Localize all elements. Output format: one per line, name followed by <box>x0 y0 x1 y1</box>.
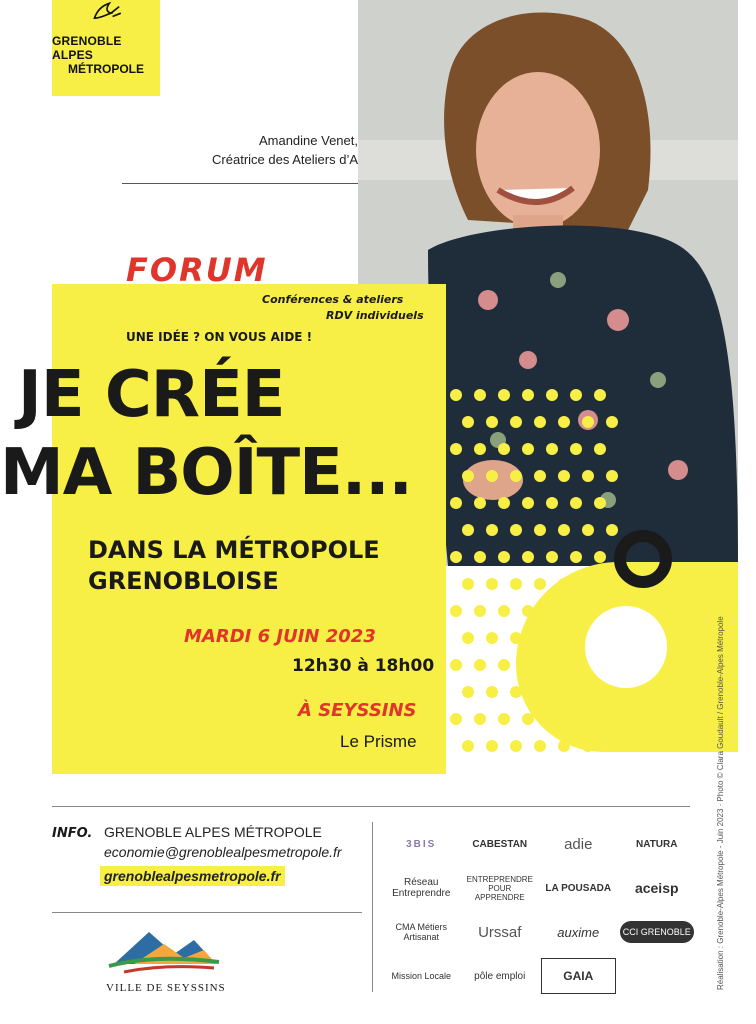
pattern-dot <box>462 470 474 482</box>
pattern-dot <box>462 524 474 536</box>
pattern-dot <box>450 497 462 509</box>
pattern-dot <box>450 551 462 563</box>
partner-logo: ENTREPRENDRE POUR APPRENDRE <box>466 874 533 902</box>
partner-logo: Réseau Entreprendre <box>392 877 451 899</box>
info-label: INFO. <box>52 826 93 841</box>
forum-subline2: RDV individuels <box>326 309 424 322</box>
pattern-dot <box>486 470 498 482</box>
pattern-dot <box>522 443 534 455</box>
pattern-dot <box>570 551 582 563</box>
pattern-dot <box>450 389 462 401</box>
partner-logo: NATURA <box>636 838 678 850</box>
pattern-dot <box>474 713 486 725</box>
info-website-link[interactable]: grenoblealpesmetropole.fr <box>100 866 285 886</box>
pattern-dot <box>486 686 498 698</box>
pattern-dot <box>498 551 510 563</box>
pattern-dot <box>462 686 474 698</box>
pattern-dot <box>486 524 498 536</box>
credit-divider <box>122 183 358 184</box>
pattern-dot <box>498 605 510 617</box>
pattern-dot <box>498 497 510 509</box>
headline-line1: JE CRÉE <box>18 358 285 432</box>
pattern-dot <box>510 740 522 752</box>
pattern-dot <box>474 605 486 617</box>
pattern-dot <box>522 389 534 401</box>
pattern-dot <box>510 524 522 536</box>
pattern-dot <box>486 578 498 590</box>
partner-logo: CCI GRENOBLE <box>620 921 695 943</box>
pattern-dot <box>474 497 486 509</box>
pattern-dot <box>558 470 570 482</box>
pattern-dot <box>474 551 486 563</box>
partner-logo: GAIA <box>541 958 616 994</box>
photo-credit <box>150 131 358 169</box>
pattern-dot <box>486 416 498 428</box>
pattern-dot <box>510 578 522 590</box>
credit-role: Créatrice des Ateliers d’A <box>212 152 358 167</box>
pattern-dot <box>534 578 546 590</box>
pattern-dot <box>522 551 534 563</box>
pattern-dot <box>462 632 474 644</box>
metropole-logo <box>52 0 160 96</box>
seyssins-logo-icon <box>104 924 224 980</box>
pattern-dot <box>594 551 606 563</box>
footer-divider <box>52 806 690 807</box>
black-ring-icon <box>614 530 672 588</box>
info-divider <box>52 912 362 913</box>
pattern-dot <box>450 605 462 617</box>
pattern-dot <box>498 659 510 671</box>
pattern-dot <box>462 578 474 590</box>
pattern-dot <box>498 713 510 725</box>
pattern-dot <box>606 470 618 482</box>
ring-hole <box>585 606 667 688</box>
pattern-dot <box>486 632 498 644</box>
logo-line2: MÉTROPOLE <box>67 62 144 76</box>
pattern-dot <box>606 416 618 428</box>
pattern-dot <box>534 524 546 536</box>
pattern-dot <box>462 740 474 752</box>
pattern-dot <box>546 443 558 455</box>
pattern-dot <box>486 740 498 752</box>
pattern-dot <box>558 416 570 428</box>
pattern-dot <box>474 389 486 401</box>
info-email[interactable]: economie@grenoblealpesmetropole.fr <box>104 844 342 860</box>
subheadline-line1: DANS LA MÉTROPOLE <box>88 536 380 564</box>
partner-logo: auxime <box>557 924 600 940</box>
partner-logo: LA POUSADA <box>545 882 612 894</box>
partners-divider <box>372 822 373 992</box>
pattern-dot <box>570 497 582 509</box>
pattern-dot <box>462 416 474 428</box>
pattern-dot <box>558 524 570 536</box>
pattern-dot <box>498 389 510 401</box>
pattern-dot <box>450 713 462 725</box>
pattern-dot <box>594 443 606 455</box>
forum-tagline: UNE IDÉE ? ON VOUS AIDE ! <box>126 330 313 344</box>
pattern-dot <box>534 416 546 428</box>
partner-logo: adie <box>564 835 593 853</box>
pattern-dot <box>510 416 522 428</box>
partners-grid <box>384 826 694 996</box>
pattern-dot <box>474 659 486 671</box>
bird-logo-icon <box>84 0 128 28</box>
partner-logo: pôle emploi <box>474 970 526 982</box>
headline-line2: MA BOÎTE... <box>0 436 412 510</box>
pattern-dot <box>450 443 462 455</box>
pattern-dot <box>582 470 594 482</box>
vertical-credit: Réalisation : Grenoble-Alpes Métropole - Juin 2023 · Photo © Clara Goudault / Grenoble-Alpes Métropole <box>716 616 725 990</box>
pattern-dot <box>510 470 522 482</box>
info-org: GRENOBLE ALPES MÉTROPOLE <box>104 824 322 840</box>
pattern-dot <box>450 659 462 671</box>
event-city: À SEYSSINS <box>298 700 417 721</box>
pattern-dot <box>546 389 558 401</box>
pattern-dot <box>582 524 594 536</box>
partner-logo: aceisp <box>634 880 679 896</box>
pattern-dot <box>570 443 582 455</box>
pattern-dot <box>546 551 558 563</box>
logo-line1: GRENOBLE ALPES <box>52 34 122 62</box>
pattern-dot <box>534 470 546 482</box>
pattern-dot <box>534 740 546 752</box>
pattern-dot <box>594 497 606 509</box>
event-venue: Le Prisme <box>340 732 417 751</box>
pattern-dot <box>606 524 618 536</box>
pattern-dot <box>522 497 534 509</box>
pattern-dot <box>570 389 582 401</box>
credit-name: Amandine Venet, <box>258 133 358 148</box>
partner-logo: Urssaf <box>478 923 522 941</box>
event-date: MARDI 6 JUIN 2023 <box>184 626 376 647</box>
subheadline-line2: GRENOBLOISE <box>88 567 279 595</box>
partner-logo: CABESTAN <box>472 838 528 850</box>
pattern-dot <box>498 443 510 455</box>
partner-logo: CMA Métiers Artisanat <box>395 922 447 942</box>
partner-logo: 3BIS <box>406 838 437 850</box>
event-time: 12h30 à 18h00 <box>292 656 435 676</box>
pattern-dot <box>594 389 606 401</box>
seyssins-label: VILLE DE SEYSSINS <box>106 982 226 994</box>
pattern-dot <box>546 497 558 509</box>
partner-logo: Mission Locale <box>391 971 452 981</box>
forum-title: FORUM <box>126 251 268 289</box>
pattern-dot <box>582 416 594 428</box>
pattern-dot <box>474 443 486 455</box>
forum-subline1: Conférences & ateliers <box>262 293 404 306</box>
